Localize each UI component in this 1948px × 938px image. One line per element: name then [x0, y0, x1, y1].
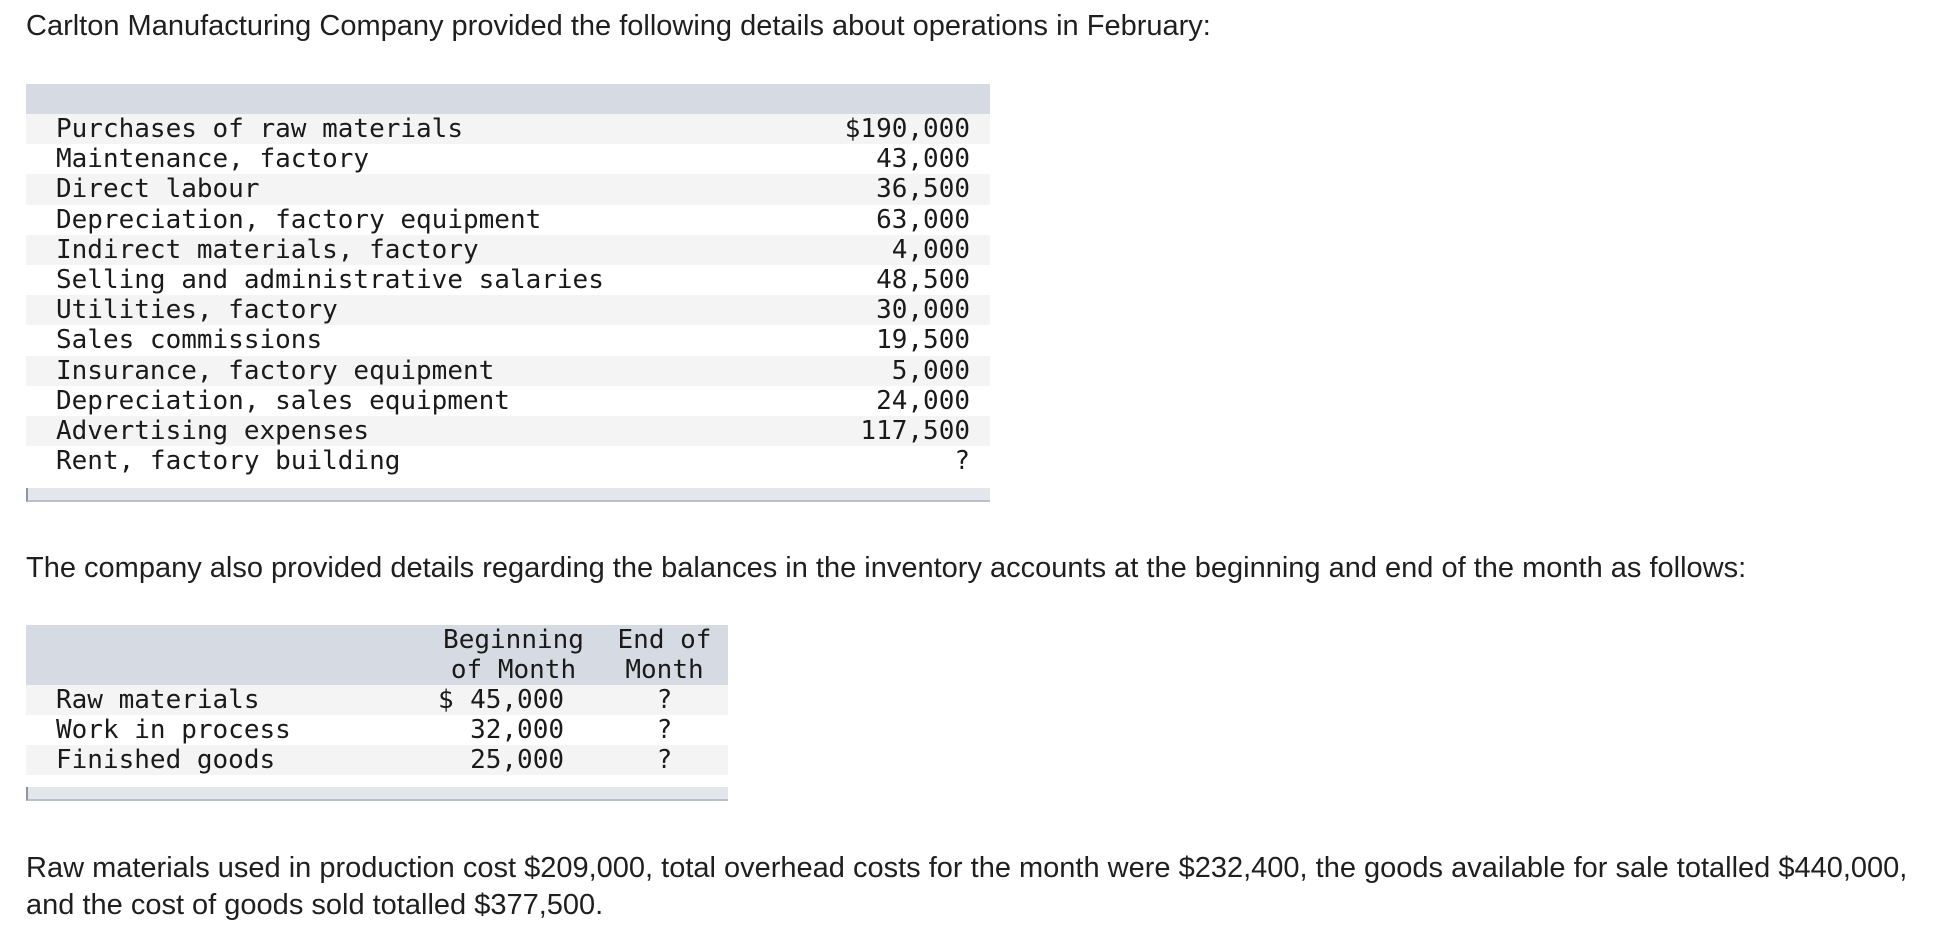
row-label: Rent, factory building: [56, 446, 401, 477]
table-row: [26, 144, 990, 174]
table-row: [26, 715, 728, 745]
row-label: Sales commissions: [56, 325, 323, 356]
table-row: [26, 114, 990, 144]
table-row: [26, 685, 728, 715]
beginning-value: 32,000: [470, 715, 564, 745]
row-label: Advertising expenses: [56, 415, 370, 446]
row-amount: 48,500: [876, 264, 970, 295]
row-label: Finished goods: [56, 745, 276, 775]
header-end-of-month: End of Month: [617, 625, 712, 685]
row-amount: 43,000: [876, 144, 970, 175]
row-beginning: [426, 715, 601, 745]
row-label: Purchases of raw materials: [56, 114, 463, 144]
row-end: ?: [656, 745, 673, 775]
table-row: [26, 356, 990, 386]
row-label: Indirect materials, factory: [56, 234, 479, 265]
row-amount: 5,000: [891, 355, 970, 386]
table-footer-rule: [26, 787, 728, 801]
row-label: Direct labour: [56, 174, 260, 205]
row-end: ?: [656, 715, 673, 745]
row-label: Raw materials: [56, 685, 260, 715]
currency-symbol: $: [438, 685, 454, 715]
row-label: Insurance, factory equipment: [56, 355, 495, 386]
table-row: [26, 416, 990, 446]
row-amount: 30,000: [876, 295, 970, 326]
inventory-table: [26, 625, 728, 801]
intro-text: Carlton Manufacturing Company provided the following details about operations in February:: [26, 10, 1211, 42]
table-row: [26, 205, 990, 235]
row-amount: 19,500: [876, 325, 970, 356]
row-amount: 63,000: [876, 204, 970, 235]
row-label: Depreciation, sales equipment: [56, 385, 510, 416]
beginning-value: 25,000: [470, 745, 564, 775]
row-label: Depreciation, factory equipment: [56, 204, 542, 235]
row-amount: $190,000: [844, 114, 970, 144]
row-amount: 24,000: [876, 385, 970, 416]
row-beginning: [426, 745, 601, 775]
row-amount: 117,500: [860, 415, 970, 446]
table-row: [26, 745, 728, 775]
table-row: [26, 325, 990, 355]
inventory-intro-text: The company also provided details regarding the balances in the inventory accounts at the beginning and end of the month as follows:: [26, 552, 1747, 584]
cost-table: [26, 84, 990, 502]
beginning-value: 45,000: [470, 685, 564, 715]
cost-table-header: [26, 84, 990, 114]
summary-text: Raw materials used in production cost $209,000, total overhead costs for the month were $232,400, the goods available for sale totalled $440,000, and the cost of goods sold totalled $377,500.: [26, 852, 1908, 921]
table-row: [26, 295, 990, 325]
table-row: [26, 265, 990, 295]
row-amount: 36,500: [876, 174, 970, 205]
row-label: Selling and administrative salaries: [56, 264, 604, 295]
row-label: Maintenance, factory: [56, 144, 370, 175]
header-beginning-of-month: Beginning of Month: [443, 625, 584, 685]
table-row: [26, 386, 990, 416]
table-row: [26, 174, 990, 204]
row-amount: 4,000: [891, 234, 970, 265]
table-row: [26, 446, 990, 476]
row-beginning: [426, 685, 601, 715]
inventory-table-header: [26, 625, 728, 685]
row-label: Work in process: [56, 715, 291, 745]
table-footer-rule: [26, 488, 990, 502]
row-end: ?: [656, 685, 673, 715]
row-label: Utilities, factory: [56, 295, 338, 326]
row-amount: ?: [954, 446, 970, 477]
table-row: [26, 235, 990, 265]
